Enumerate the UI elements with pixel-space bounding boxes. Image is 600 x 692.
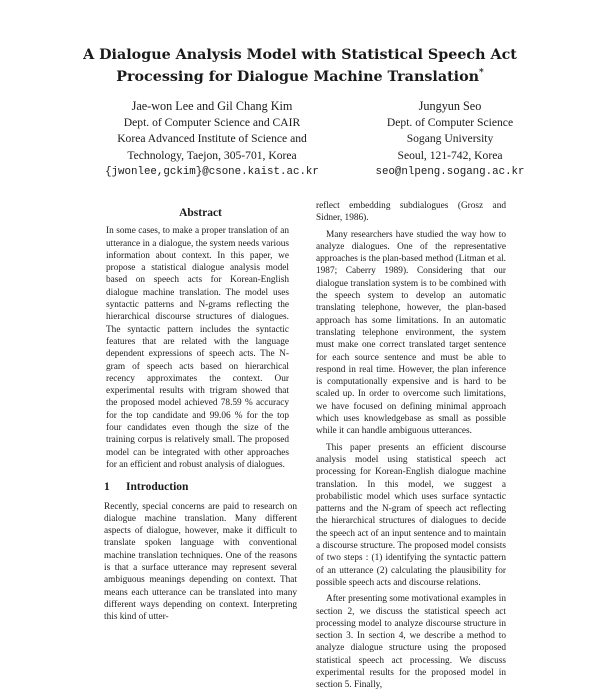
body-paragraph-3: After presenting some motivational examples in section 2, we discuss the statistical speech act processing model to analyze discourse structure in section 3. In section 4, we describe a method to analyze dialogue structure using the proposed statistical speech act processing. We discuss experimental results for the proposed model in section 5. Finally, xyxy=(316,594,506,691)
title-line-2-text: Processing for Dialogue Machine Translation xyxy=(116,68,480,85)
author-address-left: Technology, Taejon, 305-701, Korea xyxy=(127,148,297,162)
author-institute-left: Korea Advanced Institute of Science and xyxy=(117,132,307,145)
title-line-1: A Dialogue Analysis Model with Statistical Speech Act xyxy=(83,47,517,63)
body-paragraph-1: Many researchers have studied the way how to analyze dialogues. One of the representative approaches is the plan-based method (Litman et al. 1987; Caberry 1989). Considering that our dialogue translation system is to be combined with the speech system to develop an automatic translating telephone, however, the plan-based approach has some limitations. In an automatic translating telephone environment, the system must make one correct translated target sentence for each source sentence and must be able to respond in real time. However, the plan inference is computationally expensive and is hard to be scaled up. In order to overcome such limitations, we have focused on defining minimal approach which uses knowledgebase as small as possible while it can handle ambiguous utterances. xyxy=(316,229,506,437)
author-dept-left: Dept. of Computer Science and CAIR xyxy=(123,115,301,129)
author-block-right xyxy=(360,98,540,181)
author-block-left xyxy=(92,98,332,181)
paper-title xyxy=(60,46,540,86)
introduction-paragraph: Recently, special concerns are paid to research on dialogue machine translation. Many different aspects of dialogue, however, make it difficult to translate spoken language with conventional machine translation techniques. One of the reasons is that a surface utterance may represent several ambiguous meanings depending on context. That means each utterance can be translated into many different ways depending on context. Interpreting this kind of utter- xyxy=(104,501,297,623)
author-email-right: seo@nlpeng.sogang.ac.kr xyxy=(375,166,525,178)
abstract-body: In some cases, to make a proper translation of an utterance in a dialogue, the system needs various information about context. In this paper, we propose a statistical dialogue analysis model based on speech acts for Korean-English dialogue machine translation. The model uses syntactic patterns and N-grams reflecting the hierarchical discourse structures of dialogues. The syntactic pattern includes the syntactic features that are related with the language dependent expressions of speech acts. The N-gram of speech acts based on hierarchical recency approximates the context. Our experimental results with trigram showed that the proposed model achieved 78.59 % accuracy for the top candidate and 99.06 % for the top four candidates even though the size of the training corpus is relatively small. The proposed model can be integrated with other approaches for an efficient and robust analysis of dialogues. xyxy=(106,226,289,470)
right-column xyxy=(316,200,506,692)
title-footnote-mark: * xyxy=(479,68,484,78)
left-column xyxy=(104,207,297,624)
author-institute-right: Sogang University xyxy=(406,132,494,145)
body-paragraph-0: reflect embedding subdialogues (Grosz and Sidner, 1986). xyxy=(316,201,506,224)
introduction-heading xyxy=(104,481,297,493)
abstract-heading: Abstract xyxy=(179,207,222,219)
author-address-right: Seoul, 121-742, Korea xyxy=(397,148,503,162)
title-line-2 xyxy=(60,64,540,86)
author-names-left: Jae-won Lee and Gil Chang Kim xyxy=(131,99,293,113)
body-paragraph-2: This paper presents an efficient discourse analysis model using statistical speech act processing for Korean-English dialogue machine translation. In this model, we suggest a probabilistic model which uses surface syntactic patterns and the N-gram of speech act reflecting the hierarchical structures of dialogues to decide the speech act of an input sentence and to maintain a discourse structure. The proposed model consists of two steps : (1) identifying the syntactic pattern of an utterance (2) calculating the plausibility for possible speech acts and discourse relations. xyxy=(316,442,506,588)
author-names-right: Jungyun Seo xyxy=(418,99,482,113)
section-title: Introduction xyxy=(126,481,189,494)
author-dept-right: Dept. of Computer Science xyxy=(386,115,514,129)
author-email-left: {jwonlee,gckim}@csone.kaist.ac.kr xyxy=(105,166,319,178)
section-number: 1 xyxy=(104,481,110,494)
